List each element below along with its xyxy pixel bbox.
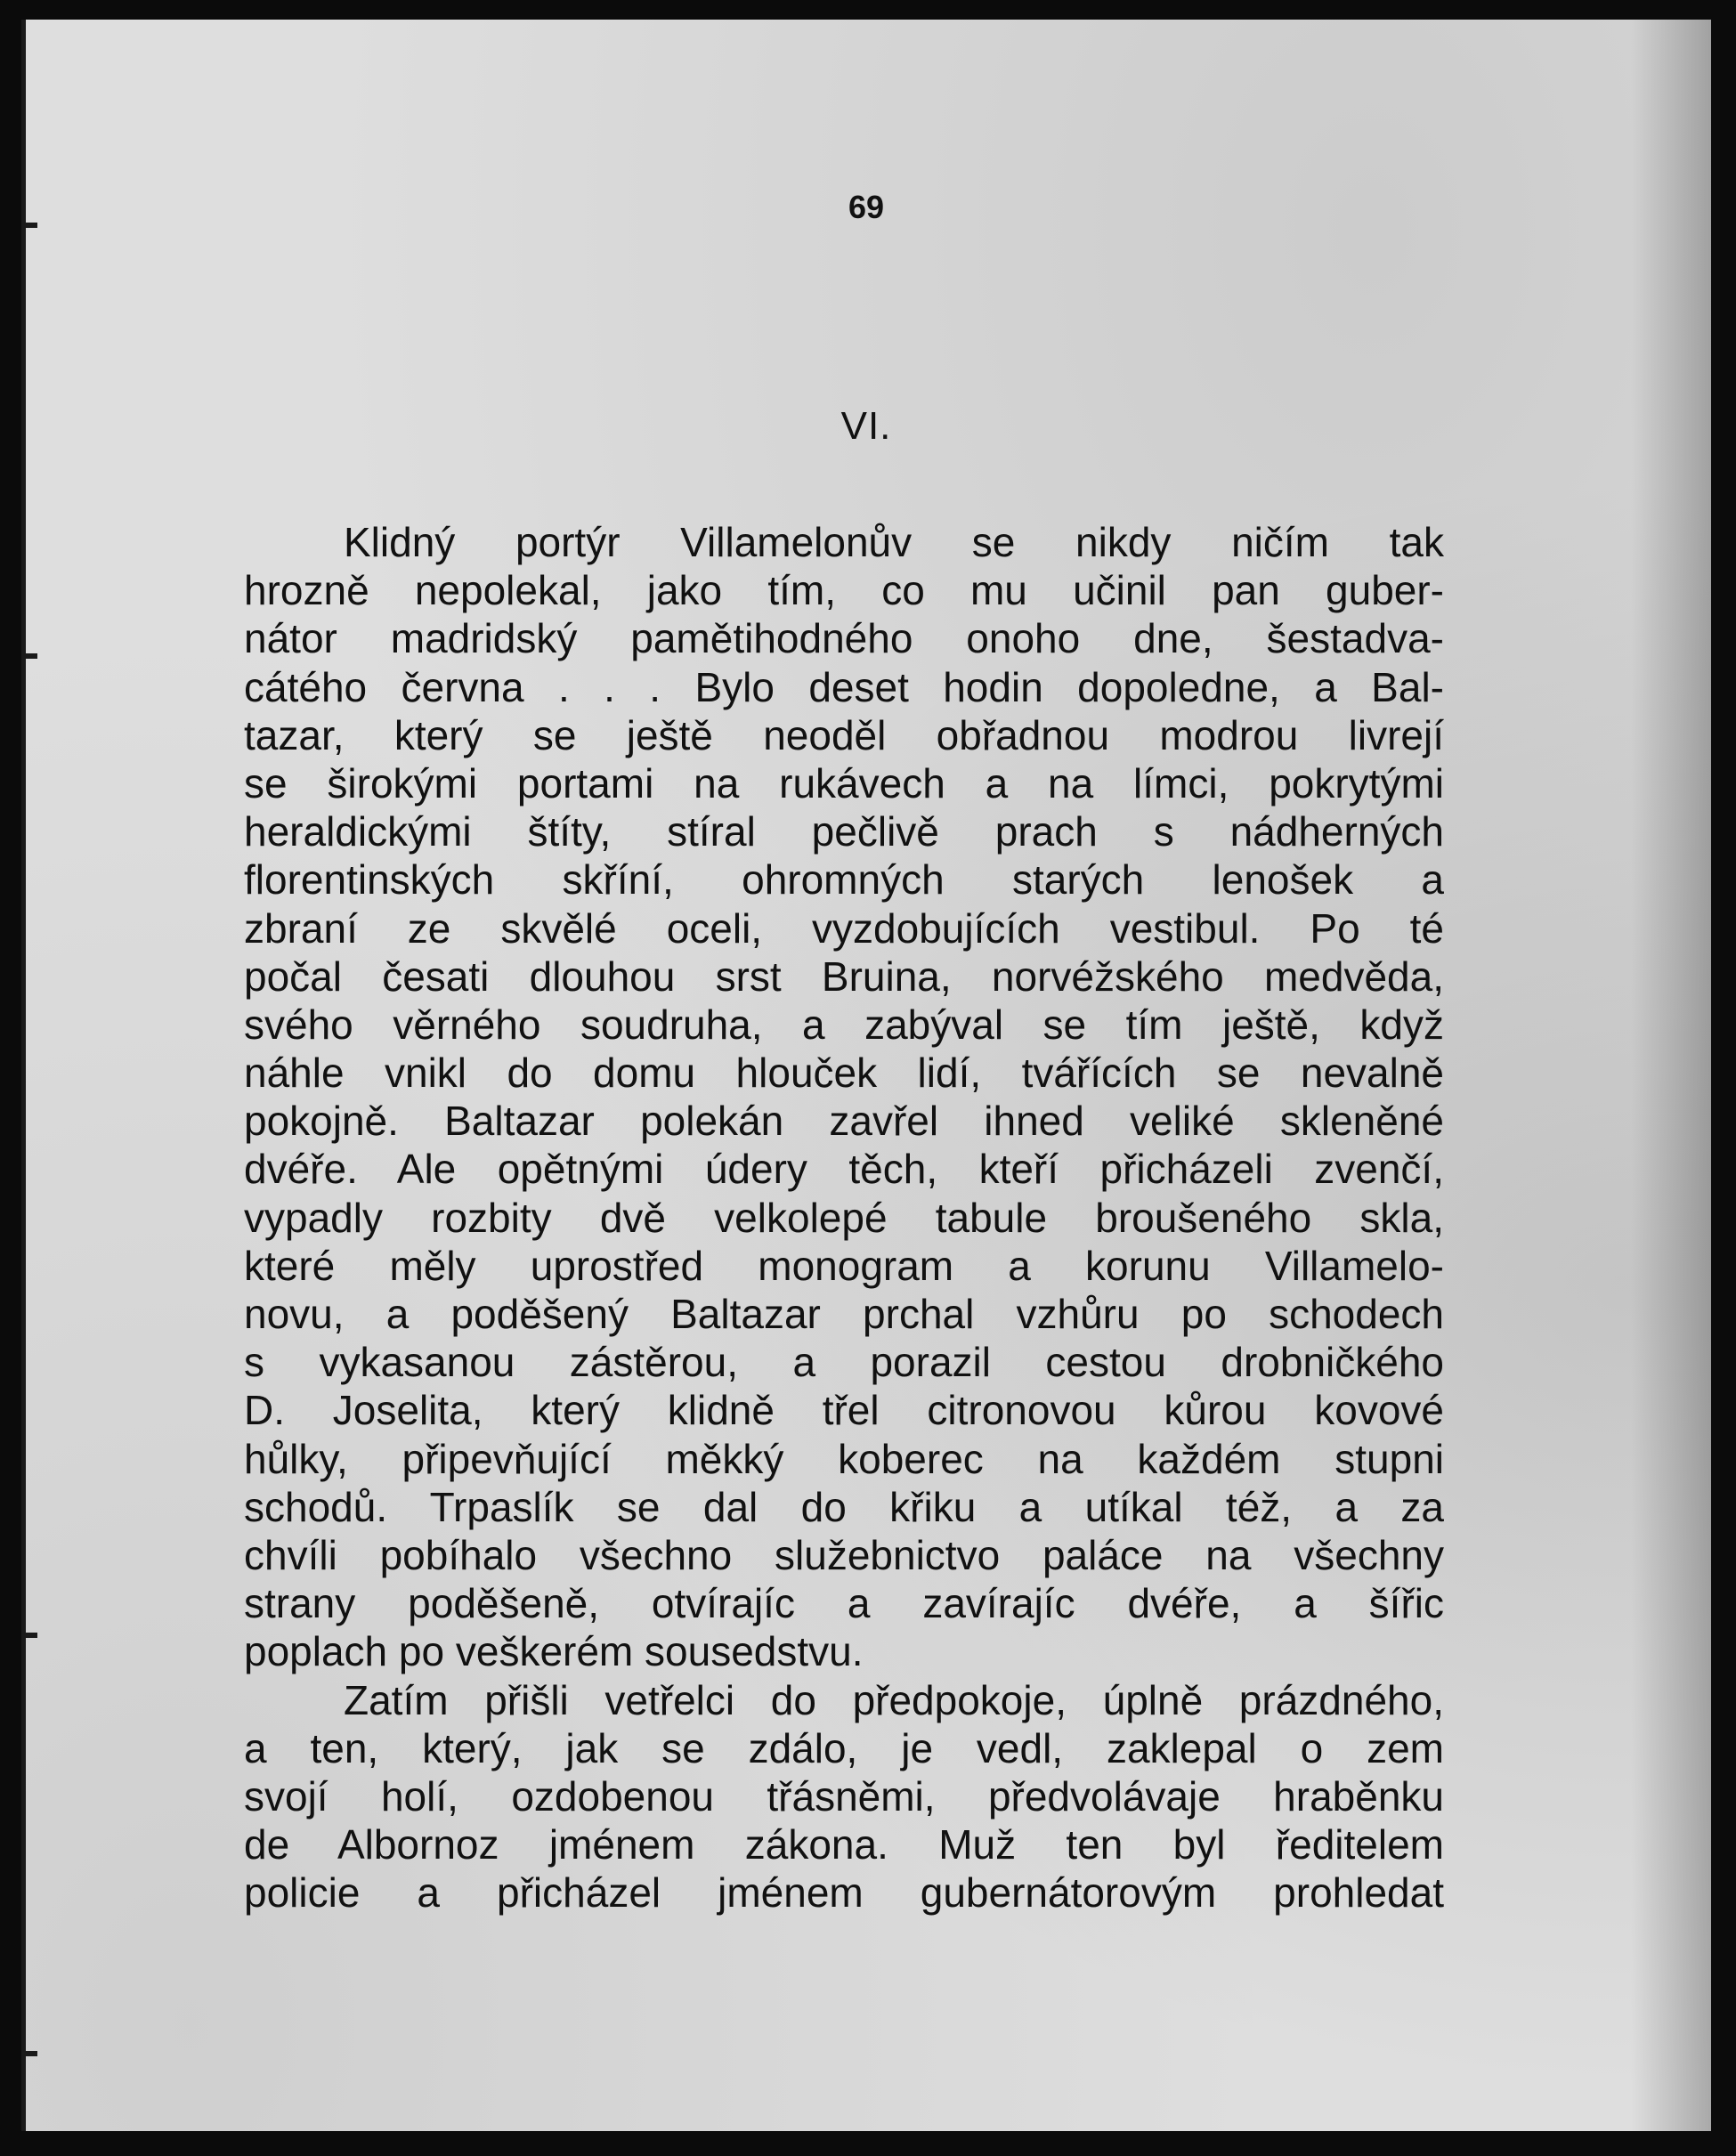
- binding-mark: [21, 653, 37, 659]
- text-line: poplach po veškerém sousedstvu.: [244, 1628, 864, 1675]
- text-line: zbraní ze skvělé oceli, vyzdobujících vestibul. Po té: [244, 904, 1444, 952]
- text-line: schodů. Trpaslík se dal do křiku a utíkal též, a za: [244, 1483, 1444, 1530]
- text-line: hůlky, připevňující měkký koberec na každém stupni: [244, 1435, 1444, 1482]
- text-line: a ten, který, jak se zdálo, je vedl, zaklepal o zem: [244, 1724, 1444, 1771]
- text-line: dvéře. Ale opětnými údery těch, kteří přicházeli zvenčí,: [244, 1146, 1444, 1193]
- paragraph: [244, 1676, 1444, 1917]
- text-line: náhle vnikl do domu hlouček lidí, tvářících se nevalně: [244, 1050, 1444, 1097]
- binding-mark: [21, 2051, 37, 2056]
- text-line: cátého června . . . Bylo deset hodin dopoledne, a Bal-: [244, 663, 1444, 710]
- text-line: počal česati dlouhou srst Bruina, norvéžského medvěda,: [244, 952, 1444, 1000]
- text-line: Zatím přišli vetřelci do předpokoje, úplně prázdného,: [344, 1676, 1444, 1723]
- text-line: svojí holí, ozdobenou třásněmi, předvolávaje hraběnku: [244, 1772, 1444, 1820]
- paragraph: [244, 518, 1444, 1676]
- page-number: 69: [848, 189, 885, 225]
- text-line: strany poděšeně, otvírajíc a zavírajíc dvéře, a šířic: [244, 1580, 1444, 1627]
- text-line: tazar, který se ještě neoděl obřadnou modrou livrejí: [244, 711, 1444, 758]
- text-line: pokojně. Baltazar polekán zavřel ihned veliké skleněné: [244, 1098, 1444, 1145]
- body-text: [244, 518, 1444, 1917]
- binding-edge: [21, 20, 26, 2131]
- book-page: [21, 20, 1711, 2131]
- binding-mark: [21, 1633, 37, 1638]
- text-line: heraldickými štíty, stíral pečlivě prach s nádherných: [244, 808, 1444, 855]
- page-edge-shadow: [1631, 20, 1711, 2131]
- text-line: se širokými portami na rukávech a na límci, pokrytými: [244, 759, 1444, 806]
- text-line: vypadly rozbity dvě velkolepé tabule broušeného skla,: [244, 1194, 1444, 1241]
- text-line: policie a přicházel jménem gubernátorovým prohledat: [244, 1869, 1444, 1917]
- text-line: Klidný portýr Villamelonův se nikdy ničím tak: [344, 519, 1444, 565]
- text-line: florentinských skříní, ohromných starých lenošek a: [244, 856, 1444, 904]
- text-line: hrozně nepolekal, jako tím, co mu učinil pan guber-: [244, 567, 1444, 614]
- text-line: které měly uprostřed monogram a korunu Villamelo-: [244, 1242, 1444, 1289]
- text-line: de Albornoz jménem zákona. Muž ten byl ředitelem: [244, 1821, 1444, 1868]
- text-line: D. Joselita, který klidně třel citronovou kůrou kovové: [244, 1387, 1444, 1434]
- text-line: svého věrného soudruha, a zabýval se tím ještě, když: [244, 1001, 1444, 1048]
- chapter-heading: VI.: [840, 404, 892, 448]
- text-line: s vykasanou zástěrou, a porazil cestou drobničkého: [244, 1339, 1444, 1386]
- text-line: chvíli pobíhalo všechno služebnictvo paláce na všechny: [244, 1531, 1444, 1578]
- text-line: nátor madridský pamětihodného onoho dne, šestadva-: [244, 615, 1444, 662]
- text-line: novu, a poděšený Baltazar prchal vzhůru po schodech: [244, 1291, 1444, 1337]
